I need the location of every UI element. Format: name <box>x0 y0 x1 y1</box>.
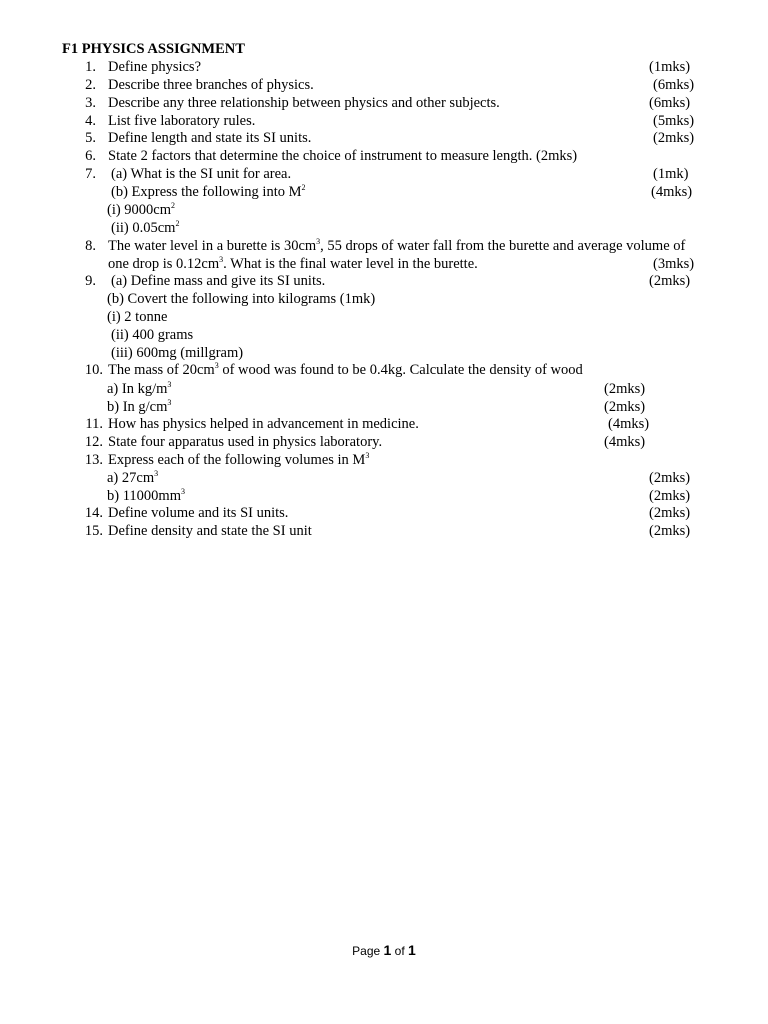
q7b-marks: (4mks) <box>651 184 693 200</box>
q4-number: 4. <box>85 113 96 129</box>
q4-marks: (5mks) <box>653 113 695 129</box>
q13-text: Express each of the following volumes in $M^3$ <box>108 451 370 468</box>
q5-marks: (2mks) <box>653 130 695 146</box>
footer-current-page: 1 <box>383 942 392 958</box>
q1-text: Define physics? <box>108 59 202 75</box>
q9a-text: (a) Define mass and give its SI units. <box>111 273 326 289</box>
q12-marks: (4mks) <box>604 434 646 450</box>
footer-page-word: Page <box>352 944 381 958</box>
q11-marks: (4mks) <box>608 416 650 432</box>
q7b-text: (b) Express the following into $M^2$ <box>111 183 306 200</box>
q7a-text: (a) What is the SI unit for area. <box>111 166 292 182</box>
q13a-marks: (2mks) <box>649 470 691 486</box>
q7-number: 7. <box>85 166 96 182</box>
q2-marks: (6mks) <box>653 77 695 93</box>
q9b-ii-text: (ii) 400 grams <box>111 327 194 343</box>
q1-marks: (1mks) <box>649 59 691 75</box>
q10b-text: b) In $g/cm^3$ <box>107 398 172 415</box>
q2-number: 2. <box>85 77 96 93</box>
q15-number: 15. <box>84 523 103 539</box>
page-footer <box>0 942 768 959</box>
q4-text: List five laboratory rules. <box>108 113 256 129</box>
q2-text: Describe three branches of physics. <box>108 77 314 93</box>
q11-text: How has physics helped in advancement in medicine. <box>108 416 419 432</box>
q8-line2: one drop is $0.12cm^3$. What is the final water level in the burette. <box>108 255 478 272</box>
q7b-i-text: (i) $9000cm^2$ <box>107 201 176 218</box>
q15-marks: (2mks) <box>649 523 691 539</box>
page-title: F1 PHYSICS ASSIGNMENT <box>62 41 245 57</box>
q6-text: State 2 factors that determine the choice of instrument to measure length. (2mks) <box>108 148 578 164</box>
q13-number: 13. <box>84 452 103 468</box>
q12-number: 12. <box>84 434 103 450</box>
footer-of-word: of <box>394 944 405 958</box>
q13a-text: a) $27cm^3$ <box>107 469 159 486</box>
q8-number: 8. <box>85 238 96 254</box>
q7a-marks: (1mk) <box>653 166 689 182</box>
q9b-text: (b) Covert the following into kilograms (1mk) <box>107 291 376 307</box>
q11-number: 11. <box>85 416 103 432</box>
q13b-marks: (2mks) <box>649 488 691 504</box>
q12-text: State four apparatus used in physics laboratory. <box>108 434 383 450</box>
q6-number: 6. <box>85 148 96 164</box>
q5-text: Define length and state its SI units. <box>108 130 312 146</box>
q8-line1: The water level in a burette is $30cm^3$, 55 drops of water fall from the burette and average volume of <box>108 237 686 254</box>
q5-number: 5. <box>85 130 96 146</box>
q9b-i-text: (i) 2 tonne <box>107 309 168 325</box>
q9a-marks: (2mks) <box>649 273 691 289</box>
q10a-text: a) In $kg/m^3$ <box>107 380 172 397</box>
q3-text: Describe any three relationship between physics and other subjects. <box>108 95 500 111</box>
q14-text: Define volume and its SI units. <box>108 505 289 521</box>
q9b-iii-text: (iii) 600mg (millgram) <box>111 345 244 361</box>
q8-marks: (3mks) <box>653 256 695 272</box>
q13b-text: b) $11000mm^3$ <box>107 487 185 504</box>
q10a-marks: (2mks) <box>604 381 646 397</box>
q9-number: 9. <box>85 273 96 289</box>
q3-number: 3. <box>85 95 96 111</box>
q10b-marks: (2mks) <box>604 399 646 415</box>
footer-total-pages: 1 <box>408 942 416 958</box>
q1-number: 1. <box>85 59 96 75</box>
q14-number: 14. <box>84 505 103 521</box>
q10-text: The mass of $20cm^3$ of wood was found to be 0.4kg. Calculate the density of wood <box>108 361 583 378</box>
q3-marks: (6mks) <box>649 95 691 111</box>
q7b-ii-text: (ii) $0.05cm^2$ <box>111 219 180 236</box>
q15-text: Define density and state the SI unit <box>108 523 312 539</box>
q14-marks: (2mks) <box>649 505 691 521</box>
q10-number: 10. <box>84 362 103 378</box>
